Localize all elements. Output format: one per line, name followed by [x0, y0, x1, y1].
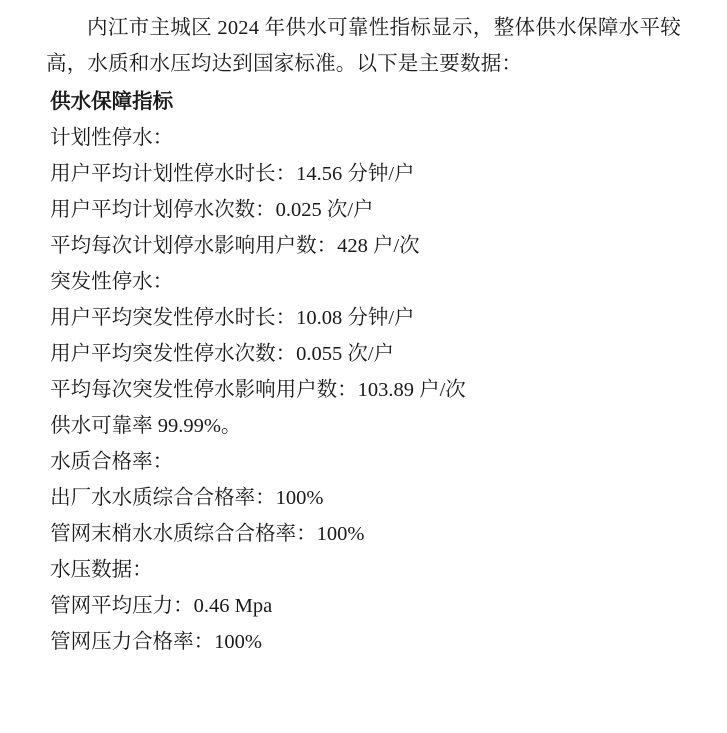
body-line-unplanned-outage-label: 突发性停水： — [50, 271, 174, 293]
body-line-planned-outage-affected-users: 平均每次计划停水影响用户数：428 户/次 — [50, 235, 420, 257]
body-line-water-pressure-label: 水压数据： — [50, 559, 153, 581]
body-line-network-end-water-quality-rate: 管网末梢水水质综合合格率：100% — [50, 523, 365, 545]
body-line-water-quality-label: 水质合格率： — [50, 451, 174, 473]
body-line-supply-reliability-rate: 供水可靠率 99.99%。 — [50, 415, 242, 437]
body-line-unplanned-outage-duration: 用户平均突发性停水时长：10.08 分钟/户 — [50, 307, 415, 329]
body-line-unplanned-outage-count: 用户平均突发性停水次数：0.055 次/户 — [50, 343, 395, 365]
section-heading-supply-guarantee: 供水保障指标 — [50, 91, 174, 113]
body-line-network-pressure-qualified-rate: 管网压力合格率：100% — [50, 631, 262, 653]
body-line-planned-outage-duration: 用户平均计划性停水时长：14.56 分钟/户 — [50, 163, 415, 185]
intro-paragraph: 内江市主城区 2024 年供水可靠性指标显示，整体供水保障水平较高，水质和水压均达到国家标准。以下是主要数据： — [46, 17, 681, 75]
body-line-planned-outage-label: 计划性停水： — [50, 127, 174, 149]
body-line-unplanned-outage-affected-users: 平均每次突发性停水影响用户数：103.89 户/次 — [50, 379, 466, 401]
body-line-network-average-pressure: 管网平均压力：0.46 Mpa — [50, 595, 273, 617]
body-line-plant-water-quality-rate: 出厂水水质综合合格率：100% — [50, 487, 324, 509]
body-line-planned-outage-count: 用户平均计划停水次数：0.025 次/户 — [50, 199, 374, 221]
